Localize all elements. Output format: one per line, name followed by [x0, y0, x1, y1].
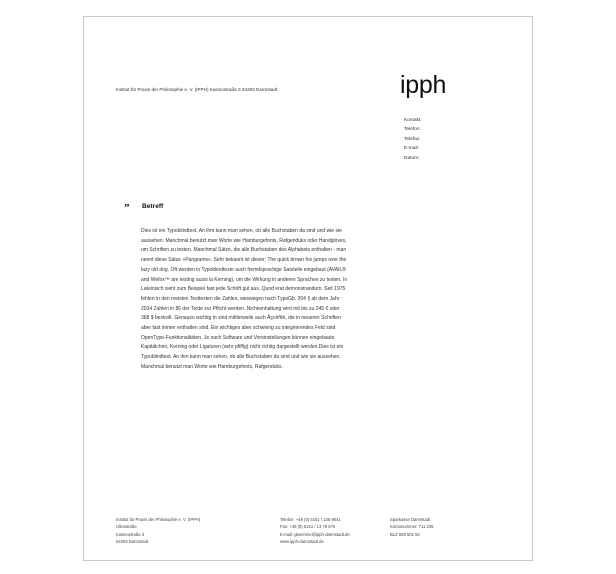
fax-label: Telefax:: [404, 136, 421, 142]
footer-contact: [280, 516, 350, 545]
body-line: fehlen in den meisten Testtexten die Zahlen, weswegen nach TypoGb. 204 § ab dem Jahr: [141, 295, 340, 302]
body-line: lazy old dog. Oft werden in Typoblindtexte auch fremdsprachige Satzteile eingebaut (AVAIL®: [141, 266, 346, 273]
email-label: E-mail:: [404, 146, 419, 152]
footer-line: Sparkasse Darmstadt: [390, 517, 431, 522]
letter-page: [83, 16, 533, 561]
body-line: nennt diese Sätze »Pangrams«. Sehr bekannt ist dieser: The quick brown fox jumps over the: [141, 257, 347, 264]
body-line: 368 $ bestraft. Genauso wichtig in sind mittlerweile auch Âçcèñtè, die in neueren Schriften: [141, 315, 341, 322]
body-line: Typoblindtext. An ihm kann man sehen, ob alle Buchstaben da sind und wie sie aussehen.: [141, 354, 341, 361]
body-line: Kapitälchen, Kerning oder Ligaturen (sehr pfiffig) nicht richtig dargestellt werden.Dies ist ein: [141, 344, 344, 351]
footer-line: Ultrastraße: [116, 524, 137, 530]
footer-bank: [390, 516, 433, 538]
footer-line: www.ipph-darmstadt.de: [280, 538, 324, 544]
footer-line: Fax: +49 (0) 6151 / 13 79 675: [280, 524, 336, 530]
body-line: aussehen. Manchmal benutzt man Worte wie Hamburgefonts, Rafgenduks oder Handgloves,: [141, 237, 347, 244]
body-line: aber fast immer enthalten sind. Ein wichtiges aber schwierig zu integrierendes Feld sind: [141, 325, 336, 332]
footer-line: Telefon: +49 (0) 6151 / 136 8641: [280, 517, 341, 522]
body-line: um Schriften zu testen. Manchmal Sätze, die alle Buchstaben des Alphabets enthalten - man: [141, 247, 347, 254]
footer-line: Kontonummer: 711 235: [390, 524, 434, 530]
footer-line: E-mail: gbeehme@ipph-darmstadt.de: [280, 531, 350, 537]
footer-line: BLZ 508 501 50: [390, 531, 420, 537]
sender-line: Institut für Praxis der Philosophie e. V. (IPPH) Kasinostraße 3 64293 Darmstadt: [116, 87, 278, 92]
body-line: 2034 Zahlen in 86 der Texte zur Pflicht werden. Nichteinhaltung wird mit bis zu 245 € oder: [141, 305, 340, 312]
letter-body: [141, 227, 399, 373]
quote-mark-icon: ”: [124, 202, 130, 214]
contact-label: Kontakt:: [404, 118, 422, 123]
footer-line: 64293 Darmstadt: [116, 538, 149, 544]
ipph-logo: ipph: [400, 71, 447, 99]
body-line: and Wefox™ are testing aussi la Kerning), um die Wirkung in anderen Sprachen zu testen. In: [141, 276, 348, 283]
phone-label: Telefon:: [404, 127, 421, 133]
body-line: Lateinisch sieht zum Beispiel fast jede Schrift gut aus. Quod erat demonstrandum. Seit 1975: [141, 286, 346, 293]
footer-line: Institut für Praxis der Philosophie e. V. (IPPH): [116, 517, 201, 522]
subject-heading: Betreff: [142, 203, 164, 210]
body-line: OpenType-Funktionalitäten. Je nach Software und Voreinstellungen können eingebaute: [141, 334, 335, 341]
footer-address: [116, 516, 200, 545]
contact-block: [404, 116, 422, 163]
body-line: Dies ist ein Typoblindtext. An ihm kann man sehen, ob alle Buchstaben da sind und wie sie: [141, 228, 342, 234]
body-line: Manchmal benutzt man Worte wie Hamburgefonts, Rafgenduks.: [141, 363, 283, 370]
date-label: Datum:: [404, 155, 420, 161]
footer-line: Kasinostraße 3: [116, 531, 145, 537]
